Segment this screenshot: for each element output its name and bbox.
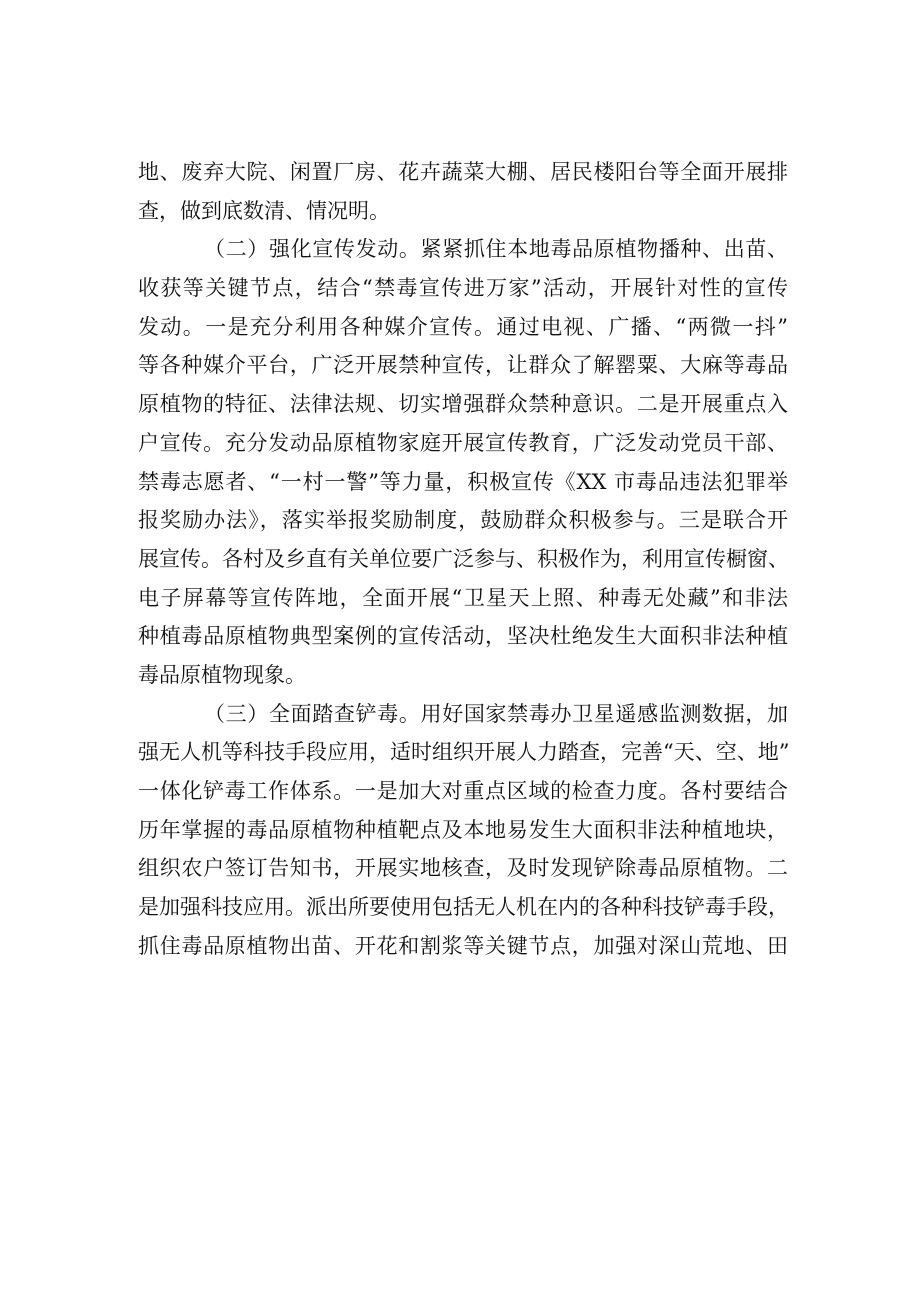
text-line-21: 抓住毒品原植物出苗、开花和割浆等关键节点，加强对深山荒地、田 <box>138 933 788 958</box>
text-line-13: 种植毒品原植物典型案例的宣传活动，坚决杜绝发生大面积非法种植 <box>138 624 788 649</box>
text-line-19: 组织农户签订告知书，开展实地核查，及时发现铲除毒品原植物。二 <box>138 856 788 881</box>
section-heading-2: （二）强化宣传发动。紧紧抓住本地毒品原植物播种、出苗、 <box>204 237 788 262</box>
text-line-16: 强无人机等科技手段应用，适时组织开展人力踏查，完善“天、空、地” <box>138 740 790 765</box>
text-line-14: 毒品原植物现象。 <box>138 662 306 687</box>
text-line-5: 发动。一是充分利用各种媒介宣传。通过电视、广播、“两微一抖” <box>138 314 788 339</box>
text-line-18: 历年掌握的毒品原植物种植靶点及本地易发生大面积非法种植地块， <box>138 817 788 842</box>
text-line-12: 电子屏幕等宣传阵地，全面开展“卫星天上照、种毒无处藏”和非法 <box>138 585 788 610</box>
text-line-10: 报奖励办法》，落实举报奖励制度，鼓励群众积极参与。三是联合开 <box>138 508 788 533</box>
text-line-8: 户宣传。充分发动品原植物家庭开展宣传教育，广泛发动党员干部、 <box>138 430 788 455</box>
text-line-2: 查，做到底数清、情况明。 <box>138 198 390 223</box>
text-line-9: 禁毒志愿者、“一村一警”等力量，积极宣传《XX 市毒品违法犯罪举 <box>138 469 788 494</box>
text-line-17: 一体化铲毒工作体系。一是加大对重点区域的检查力度。各村要结合 <box>138 779 788 803</box>
text-line-11: 展宣传。各村及乡直有关单位要广泛参与、积极作为，利用宣传橱窗、 <box>138 546 789 571</box>
text-line-7: 原植物的特征、法律法规、切实增强群众禁种意识。二是开展重点入 <box>138 392 788 417</box>
text-line-6: 等各种媒介平台，广泛开展禁种宣传，让群众了解罂粟、大麻等毒品 <box>138 353 788 378</box>
text-line-1: 地、废弃大院、闲置厂房、花卉蔬菜大棚、居民楼阳台等全面开展排 <box>138 160 788 184</box>
section-heading-3: （三）全面踏查铲毒。用好国家禁毒办卫星遥感监测数据，加 <box>204 701 788 726</box>
text-line-4: 收获等关键节点，结合“禁毒宣传进万家”活动，开展针对性的宣传 <box>138 276 788 301</box>
document-body <box>138 153 788 965</box>
text-line-20: 是加强科技应用。派出所要使用包括无人机在内的各种科技铲毒手段， <box>138 895 789 920</box>
